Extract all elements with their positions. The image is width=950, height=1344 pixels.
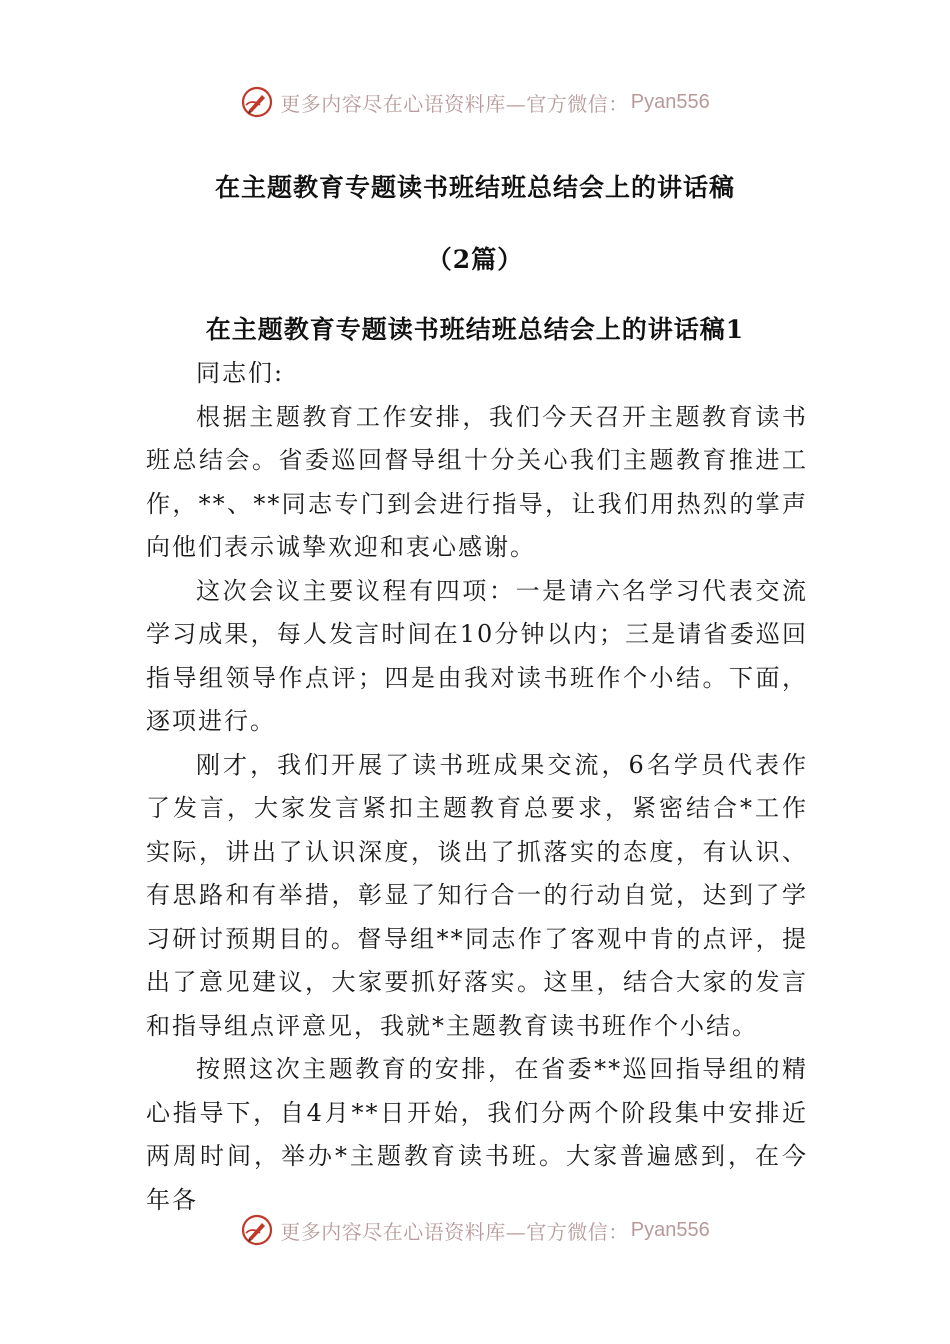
watermark-text: 更多内容尽在心语资料库—官方微信： [280, 91, 629, 116]
watermark-handle: Pyan556 [630, 90, 710, 113]
paragraph: 按照这次主题教育的安排，在省委**巡回指导组的精心指导下，自4月**日开始，我们分两个阶段集中安排近两周时间，举办*主题教育读书班。大家普遍感到，在今年各 [146, 1055, 808, 1214]
section-title: 在主题教育专题读书班结班总结会上的讲话稿1 [205, 315, 745, 344]
pen-logo-icon [240, 85, 274, 119]
watermark-header [0, 80, 950, 124]
paragraph: 根据主题教育工作安排，我们今天召开主题教育读书班总结会。省委巡回督导组十分关心我们主题教育推进工作，**、**同志专门到会进行指导，让我们用热烈的掌声向他们表示诚挚欢迎和衷心感谢。 [146, 402, 808, 561]
watermark-handle: Pyan556 [630, 1218, 710, 1241]
document-count: （2篇） [426, 245, 524, 274]
watermark-text: 更多内容尽在心语资料库—官方微信： [280, 1219, 629, 1244]
paragraph-salutation: 同志们: [196, 359, 285, 387]
pen-logo-icon [240, 1213, 274, 1247]
document-body [146, 352, 808, 1222]
paragraph: 这次会议主要议程有四项：一是请六名学习代表交流学习成果，每人发言时间在10分钟以内；三是请省委巡回指导组领导作点评；四是由我对读书班作个小结。下面，逐项进行。 [146, 576, 808, 735]
document-title: 在主题教育专题读书班结班总结会上的讲话稿 [214, 173, 735, 202]
watermark-footer [0, 1208, 950, 1252]
paragraph: 刚才，我们开展了读书班成果交流，6名学员代表作了发言，大家发言紧扣主题教育总要求，紧密结合*工作实际，讲出了认识深度，谈出了抓落实的态度，有认识、有思路和有举措，彰显了知行合一的行动自觉，达到了学习研讨预期目的。督导组**同志作了客观中肯的点评，提出了意见建议，大家要抓好落实。这里，结合大家的发言和指导组点评意见，我就*主题教育读书班作个小结。 [146, 750, 808, 1040]
